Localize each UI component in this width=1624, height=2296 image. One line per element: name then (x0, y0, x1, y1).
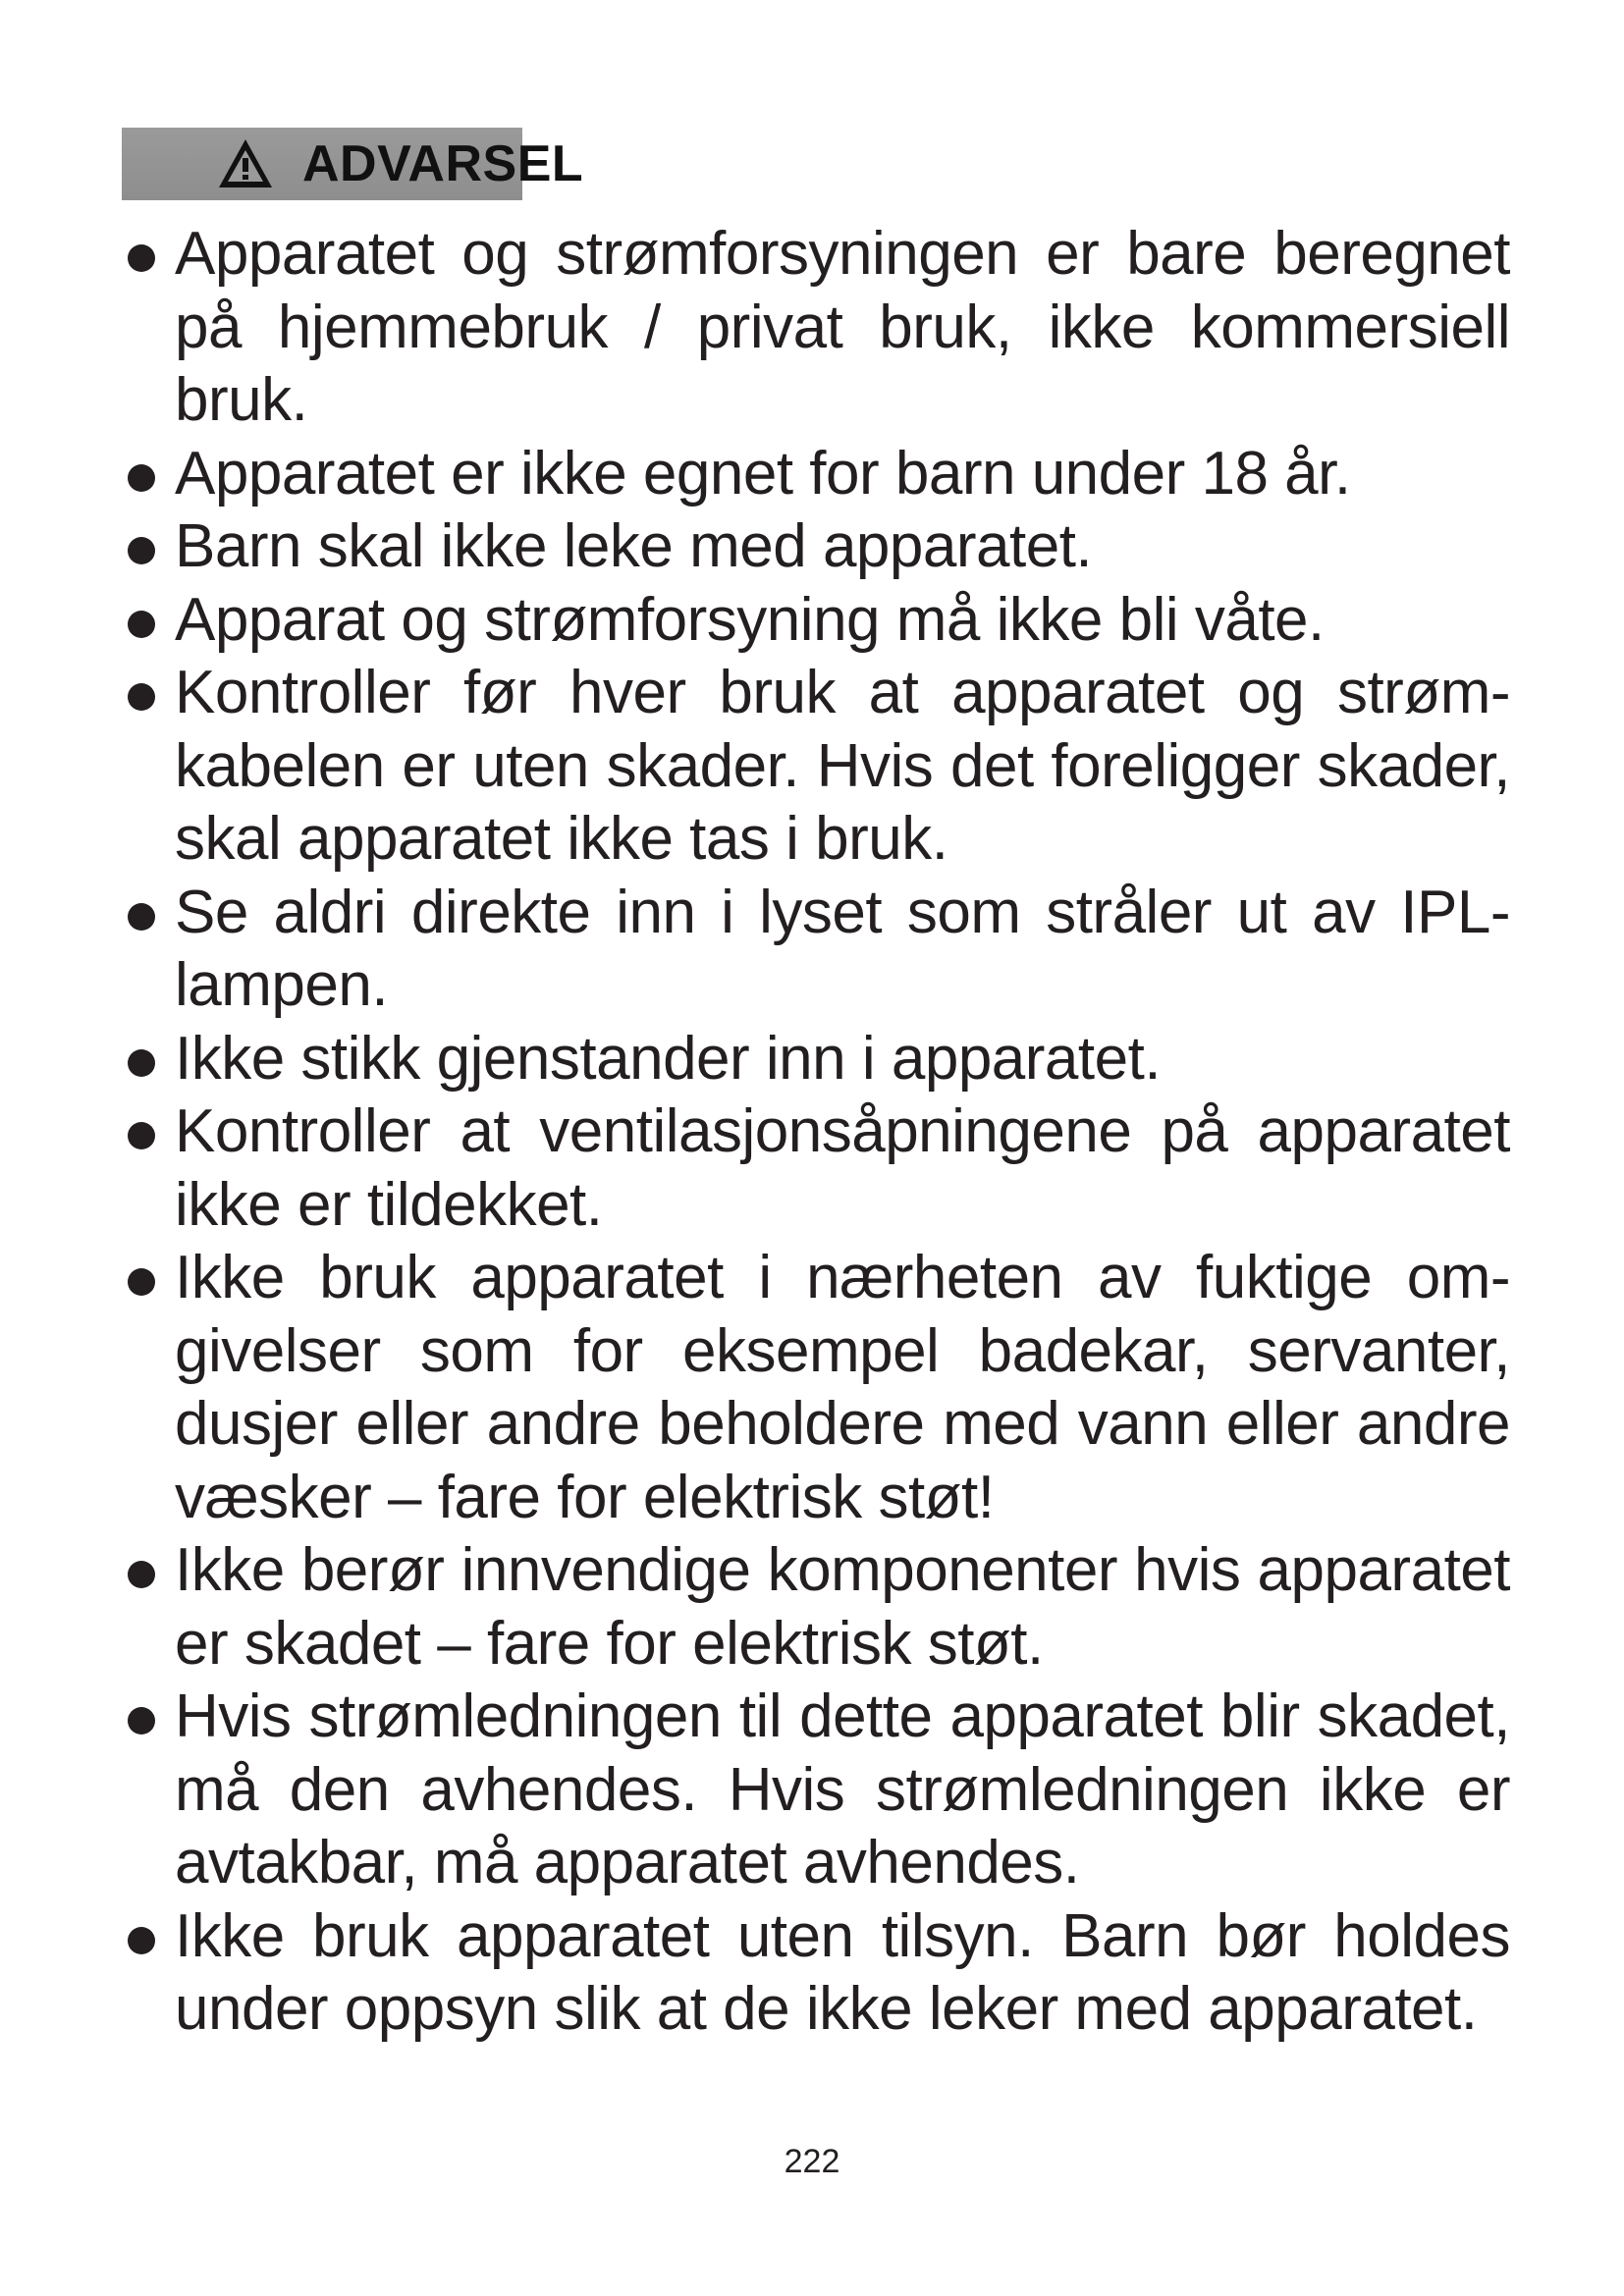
page-number: 222 (784, 2143, 840, 2180)
bullet-text: Ikke berør innvendige komponenter hvis apparatet er skadet – fare for elektrisk støt. (175, 1536, 1510, 1678)
bullet-dot-icon (128, 1927, 155, 1954)
warning-header (122, 128, 632, 200)
bullet-text: Apparatet er ikke egnet for barn under 18 år. (175, 439, 1351, 507)
bullet-dot-icon (128, 1268, 155, 1296)
bullet-item (124, 510, 1510, 584)
bullet-item (124, 657, 1510, 877)
bullet-dot-icon (128, 1049, 155, 1077)
bullet-item (124, 1242, 1510, 1534)
bullet-dot-icon (128, 903, 155, 931)
bullet-item (124, 1681, 1510, 1900)
bullet-dot-icon (128, 464, 155, 492)
warning-triangle-icon (216, 136, 275, 191)
bullet-item (124, 1023, 1510, 1096)
bullet-dot-icon (128, 1707, 155, 1735)
bullet-item (124, 1095, 1510, 1242)
bullet-item (124, 1534, 1510, 1681)
bullet-item (124, 438, 1510, 511)
bullet-dot-icon (128, 611, 155, 638)
bullet-text: Apparatet og strømforsyningen er bare beregnet på hjemmebruk / privat bruk, ikke kommersiell bruk. (175, 220, 1510, 434)
bullet-dot-icon (128, 537, 155, 564)
bullet-text: Ikke bruk apparatet i nærheten av fuktige om-givelser som for eksempel badekar, servanter, dusjer eller andre beholdere med vann eller andre væsker – fare for elektrisk støt! (175, 1244, 1510, 1531)
bullet-text: Hvis strømledningen til dette apparatet blir skadet, må den avhendes. Hvis strømledningen ikke er avtakbar, må apparatet avhendes. (175, 1682, 1510, 1896)
warning-bullet-list (124, 218, 1510, 2047)
bullet-item (124, 877, 1510, 1023)
bullet-dot-icon (128, 244, 155, 272)
bullet-dot-icon (128, 1122, 155, 1149)
bullet-text: Apparat og strømforsyning må ikke bli våte. (175, 585, 1325, 654)
bullet-item (124, 218, 1510, 438)
bullet-text: Barn skal ikke leke med apparatet. (175, 512, 1093, 580)
bullet-text: Ikke bruk apparatet uten tilsyn. Barn bør holdes under oppsyn slik at de ikke leker med apparatet. (175, 1901, 1510, 2043)
warning-title-row (122, 128, 583, 200)
bullet-text: Se aldri direkte inn i lyset som stråler ut av IPL-lampen. (175, 878, 1510, 1019)
bullet-item (124, 1900, 1510, 2047)
bullet-text: Ikke stikk gjenstander inn i apparatet. (175, 1024, 1162, 1093)
bullet-dot-icon (128, 683, 155, 711)
bullet-dot-icon (128, 1561, 155, 1588)
bullet-text: Kontroller at ventilasjonsåpningene på apparatet ikke er tildekket. (175, 1097, 1510, 1239)
warning-title: ADVARSEL (302, 135, 584, 192)
bullet-text: Kontroller før hver bruk at apparatet og strøm-kabelen er uten skader. Hvis det foreligger skader, skal apparatet ikke tas i bruk. (175, 659, 1510, 873)
bullet-item (124, 584, 1510, 658)
